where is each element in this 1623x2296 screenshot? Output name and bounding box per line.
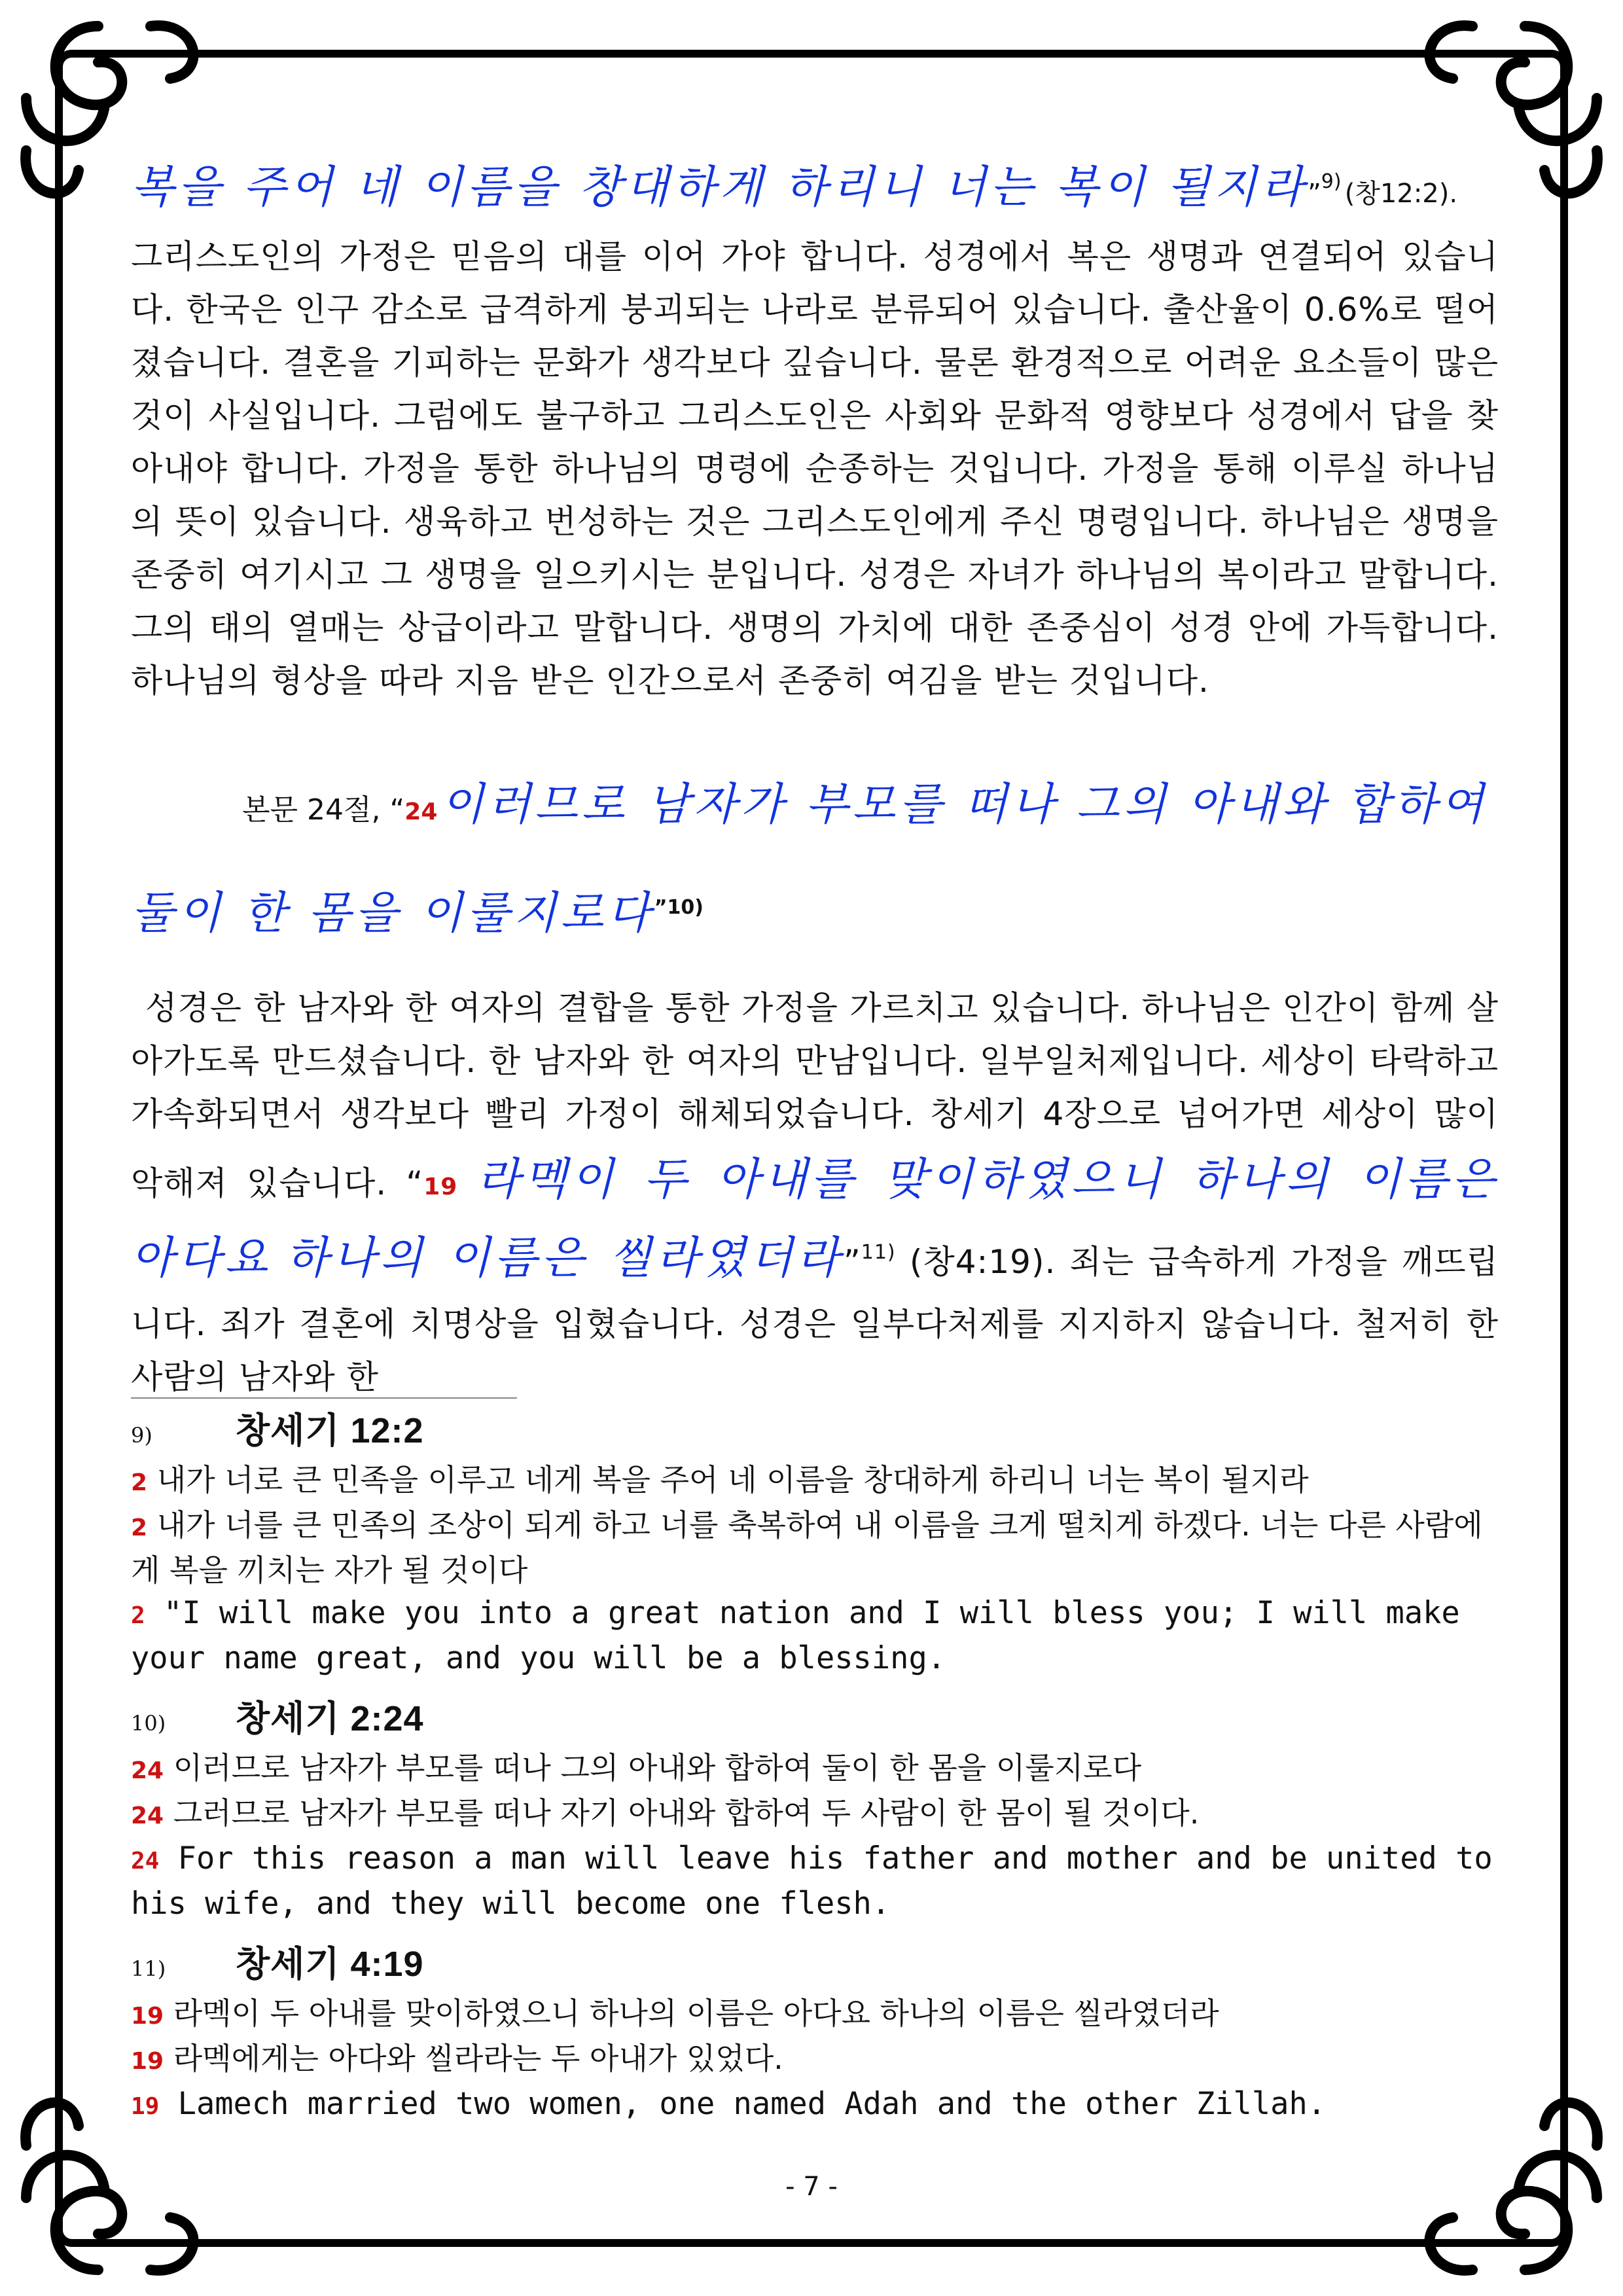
paragraph-2-text: 성경은 한 남자와 한 여자의 결합을 통한 가정을 가르치고 있습니다. 하나님은 인간이 함께 살아가도록 만드셨습니다. 한 남자와 한 여자의 만남입니다. 일부일처제입니다. 세상이 타락하고 가속화되면서 생각보다 빨리 가정이 해체되었습니다. 창세기 4장으로 넘어가면 세상이 많이 악해져 있습니다. xyxy=(131,989,1499,1202)
footnote-line-english: 24 For this reason a man will leave his father and mother and be united to his wife, and they will become one flesh. xyxy=(131,1840,1493,1922)
scripture-reference: (창12:2). xyxy=(1344,179,1458,209)
paragraph-2-continuation: (창4:19). 죄는 급속하게 가정을 깨뜨립니다. 죄가 결혼에 치명상을 입혔습니다. 성경은 일부다처제를 지지하지 않습니다. 철저히 한 사람의 남자와 한 xyxy=(131,1243,1499,1396)
verse-24-line-1 xyxy=(131,759,1499,862)
footnote-ref-10[interactable]: 10) xyxy=(667,896,704,919)
footnote-number: 10) xyxy=(131,1711,166,1736)
footnote-title: 창세기 12:2 xyxy=(236,1411,424,1450)
scripture-quote-gen-12-2: 복을 주어 네 이름을 창대하게 하리니 너는 복이 될지라 xyxy=(131,162,1308,213)
verse-24-text-part-2: 둘이 한 몸을 이룰지로다 xyxy=(131,888,654,939)
footnote-ref-9[interactable]: 9) xyxy=(1321,170,1342,193)
paragraph-marriage xyxy=(131,982,1499,1404)
footnote-line-english: 19 Lamech married two women, one named Adah and the other Zillah. xyxy=(131,2086,1327,2122)
footnote-10 xyxy=(131,1695,1499,1925)
footnote-line: 2 내가 너를 큰 민족의 조상이 되게 하고 너를 축복하여 내 이름을 크게 떨치게 하겠다. 너는 다른 사람에게 복을 끼치는 자가 될 것이다 xyxy=(131,1507,1483,1588)
footnote-line: 19 라멕에게는 아다와 씰라라는 두 아내가 있었다. xyxy=(131,2041,783,2076)
footnote-number: 11) xyxy=(131,1956,166,1981)
footnote-heading xyxy=(131,1941,1499,1992)
verse-number: 24 xyxy=(404,798,438,825)
footnote-number: 9) xyxy=(131,1423,152,1448)
verse-24-quote xyxy=(131,759,1499,971)
footnote-9 xyxy=(131,1407,1499,1679)
paragraph-family-faith: 그리스도인의 가정은 믿음의 대를 이어 가야 합니다. 성경에서 복은 생명과 연결되어 있습니다. 한국은 인구 감소로 급격하게 붕괴되는 나라로 분류되어 있습니다. 출산율이 0.6%로 떨어졌습니다. 결혼을 기피하는 문화가 생각보다 깊습니다. 물론 환경적으로 어려운 요소들이 많은 것이 사실입니다. 그럼에도 불구하고 그리스도인은 사회와 문화적 영향보다 성경에서 답을 찾아내야 합니다. 가정을 통한 하나님의 명령에 순종하는 것입니다. 가정을 통해 이루실 하나님의 뜻이 있습니다. 생육하고 번성하는 것은 그리스도인에게 주신 명령입니다. 하나님은 생명을 존중히 여기시고 그 생명을 일으키시는 분입니다. 성경은 자녀가 하나님의 복이라고 말합니다. 그의 태의 열매는 상급이라고 말합니다. 생명의 가치에 대한 존중심이 성경 안에 가득합니다. 하나님의 형상을 따라 지음 받은 인간으로서 존중히 여김을 받는 것입니다. xyxy=(131,238,1499,700)
footnote-line: 24 그러므로 남자가 부모를 떠나 자기 아내와 합하여 두 사람이 한 몸이 될 것이다. xyxy=(131,1795,1200,1831)
footnote-heading xyxy=(131,1407,1499,1459)
footnote-line: 19 라멕이 두 아내를 맞이하였으니 하나의 이름은 아다요 하나의 이름은 씰라였더라 xyxy=(131,1996,1219,2031)
quote-close-mark: ” xyxy=(843,1243,861,1281)
verse-number: 19 xyxy=(423,1174,458,1200)
footnote-11 xyxy=(131,1941,1499,2128)
verse-intro-text: 본문 24절, “ xyxy=(242,793,405,827)
scripture-quote-gen-4-19-part-2: 하나의 이름은 씰라였더라 xyxy=(285,1232,844,1284)
footnote-heading xyxy=(131,1695,1499,1747)
quote-close-mark: ” xyxy=(654,896,668,919)
footnote-title: 창세기 2:24 xyxy=(236,1699,424,1738)
page-number: - 7 - xyxy=(785,2172,838,2202)
verse-24-line-2 xyxy=(131,862,1499,971)
footnote-title: 창세기 4:19 xyxy=(236,1945,424,1984)
footnote-line-english: 2 "I will make you into a great nation and I will bless you; I will make your name great, and you will be a blessing. xyxy=(131,1595,1460,1676)
top-scripture-line xyxy=(131,149,1499,232)
footnote-ref-11[interactable]: 11) xyxy=(861,1241,896,1264)
footnote-divider xyxy=(131,1397,517,1399)
quote-open-mark: “ xyxy=(387,1164,424,1202)
quote-close-mark: ” xyxy=(1308,179,1321,209)
footnote-line: 24 이러므로 남자가 부모를 떠나 그의 아내와 합하여 둘이 한 몸을 이룰지로다 xyxy=(131,1750,1142,1785)
scripture-quote-gen-4-19-part-1: 라멕이 두 아내를 맞이하였으니 하나의 이름은 아다요 xyxy=(131,1154,1499,1284)
footnote-line: 2 내가 너로 큰 민족을 이루고 네게 복을 주어 네 이름을 창대하게 하리니 너는 복이 될지라 xyxy=(131,1462,1309,1498)
verse-24-text-part-1: 이러므로 남자가 부모를 떠나 그의 아내와 합하여 xyxy=(440,779,1488,831)
